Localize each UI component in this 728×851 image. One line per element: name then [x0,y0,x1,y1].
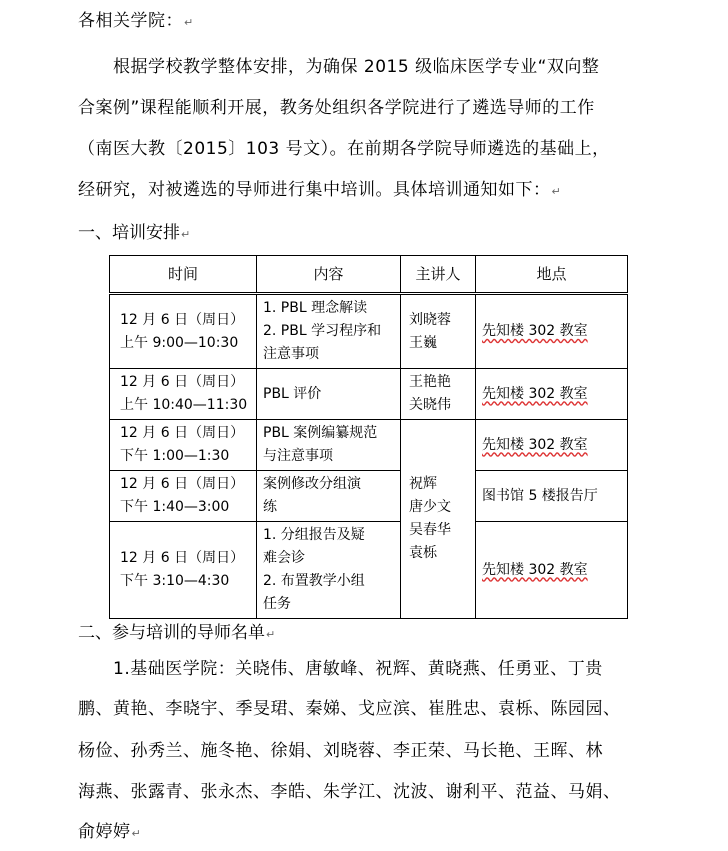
paragraph-mark-icon: ↵ [184,16,194,29]
salutation: 各相关学院：↵ [78,11,194,31]
section-heading-tutors: 二、参与培训的导师名单↵ [78,623,276,643]
time-cell: 12 月 6 日（周日） 上午 10:40—11:30 [110,369,257,420]
location-cell: 先知楼 302 教室 [476,369,628,420]
tutor-list-line-2: 鹏、黄艳、李晓宇、季旻珺、秦娣、戈应滨、崔胜忠、袁栎、陈园园、 [78,699,621,719]
speaker-cell: 刘晓蓉 王巍 [401,294,476,369]
intro-line-3: （南医大教〔2015〕103 号文）。在前期各学院导师遴选的基础上， [78,139,610,159]
header-speaker: 主讲人 [401,256,476,294]
content-cell: 案例修改分组演 练 [257,471,401,522]
intro-line-1: 根据学校教学整体安排，为确保 2015 级临床医学专业“双向整 [78,57,600,77]
content-cell: PBL 案例编纂规范 与注意事项 [257,420,401,471]
table-row [110,471,628,522]
table-header-row [110,256,628,294]
paragraph-mark-icon: ↵ [181,228,191,241]
paragraph-mark-icon: ↵ [266,628,276,641]
header-content: 内容 [257,256,401,294]
header-time: 时间 [110,256,257,294]
intro-line-2: 合案例”课程能顺利开展，教务处组织各学院进行了遴选导师的工作 [78,98,595,118]
content-cell: PBL 评价 [257,369,401,420]
section-heading-schedule: 一、培训安排↵ [78,223,191,243]
paragraph-mark-icon: ↵ [551,185,562,198]
location-cell: 先知楼 302 教室 [476,420,628,471]
training-schedule-table [109,255,628,619]
speaker-cell: 王艳艳 关晓伟 [401,369,476,420]
table-row [110,420,628,471]
paragraph-mark-icon: ↵ [131,827,142,840]
content-cell: 1. 分组报告及疑 难会诊 2. 布置教学小组 任务 [257,522,401,619]
table-row [110,369,628,420]
tutor-list-line-3: 杨俭、孙秀兰、施冬艳、徐娟、刘晓蓉、李正荣、马长艳、王晖、林 [78,741,603,761]
tutor-list-line-1: 1.基础医学院：关晓伟、唐敏峰、祝辉、黄晓燕、任勇亚、丁贵 [78,659,603,679]
intro-line-4: 经研究，对被遴选的导师进行集中培训。具体培训通知如下：↵ [78,180,562,200]
table-row [110,294,628,369]
time-cell: 12 月 6 日（周日） 下午 3:10—4:30 [110,522,257,619]
location-cell: 先知楼 302 教室 [476,294,628,369]
tutor-list-line-5: 俞婷婷↵ [78,822,142,842]
time-cell: 12 月 6 日（周日） 上午 9:00—10:30 [110,294,257,369]
time-cell: 12 月 6 日（周日） 下午 1:40—3:00 [110,471,257,522]
header-location: 地点 [476,256,628,294]
shared-speaker-cell: 祝辉 唐少文 吴春华 袁栎 [401,420,476,619]
tutor-list-line-4: 海燕、张露青、张永杰、李皓、朱学江、沈波、谢利平、范益、马娟、 [78,782,621,802]
time-cell: 12 月 6 日（周日） 下午 1:00—1:30 [110,420,257,471]
table-row [110,522,628,619]
content-cell: 1. PBL 理念解读 2. PBL 学习程序和 注意事项 [257,294,401,369]
location-cell: 图书馆 5 楼报告厅 [476,471,628,522]
location-cell: 先知楼 302 教室 [476,522,628,619]
